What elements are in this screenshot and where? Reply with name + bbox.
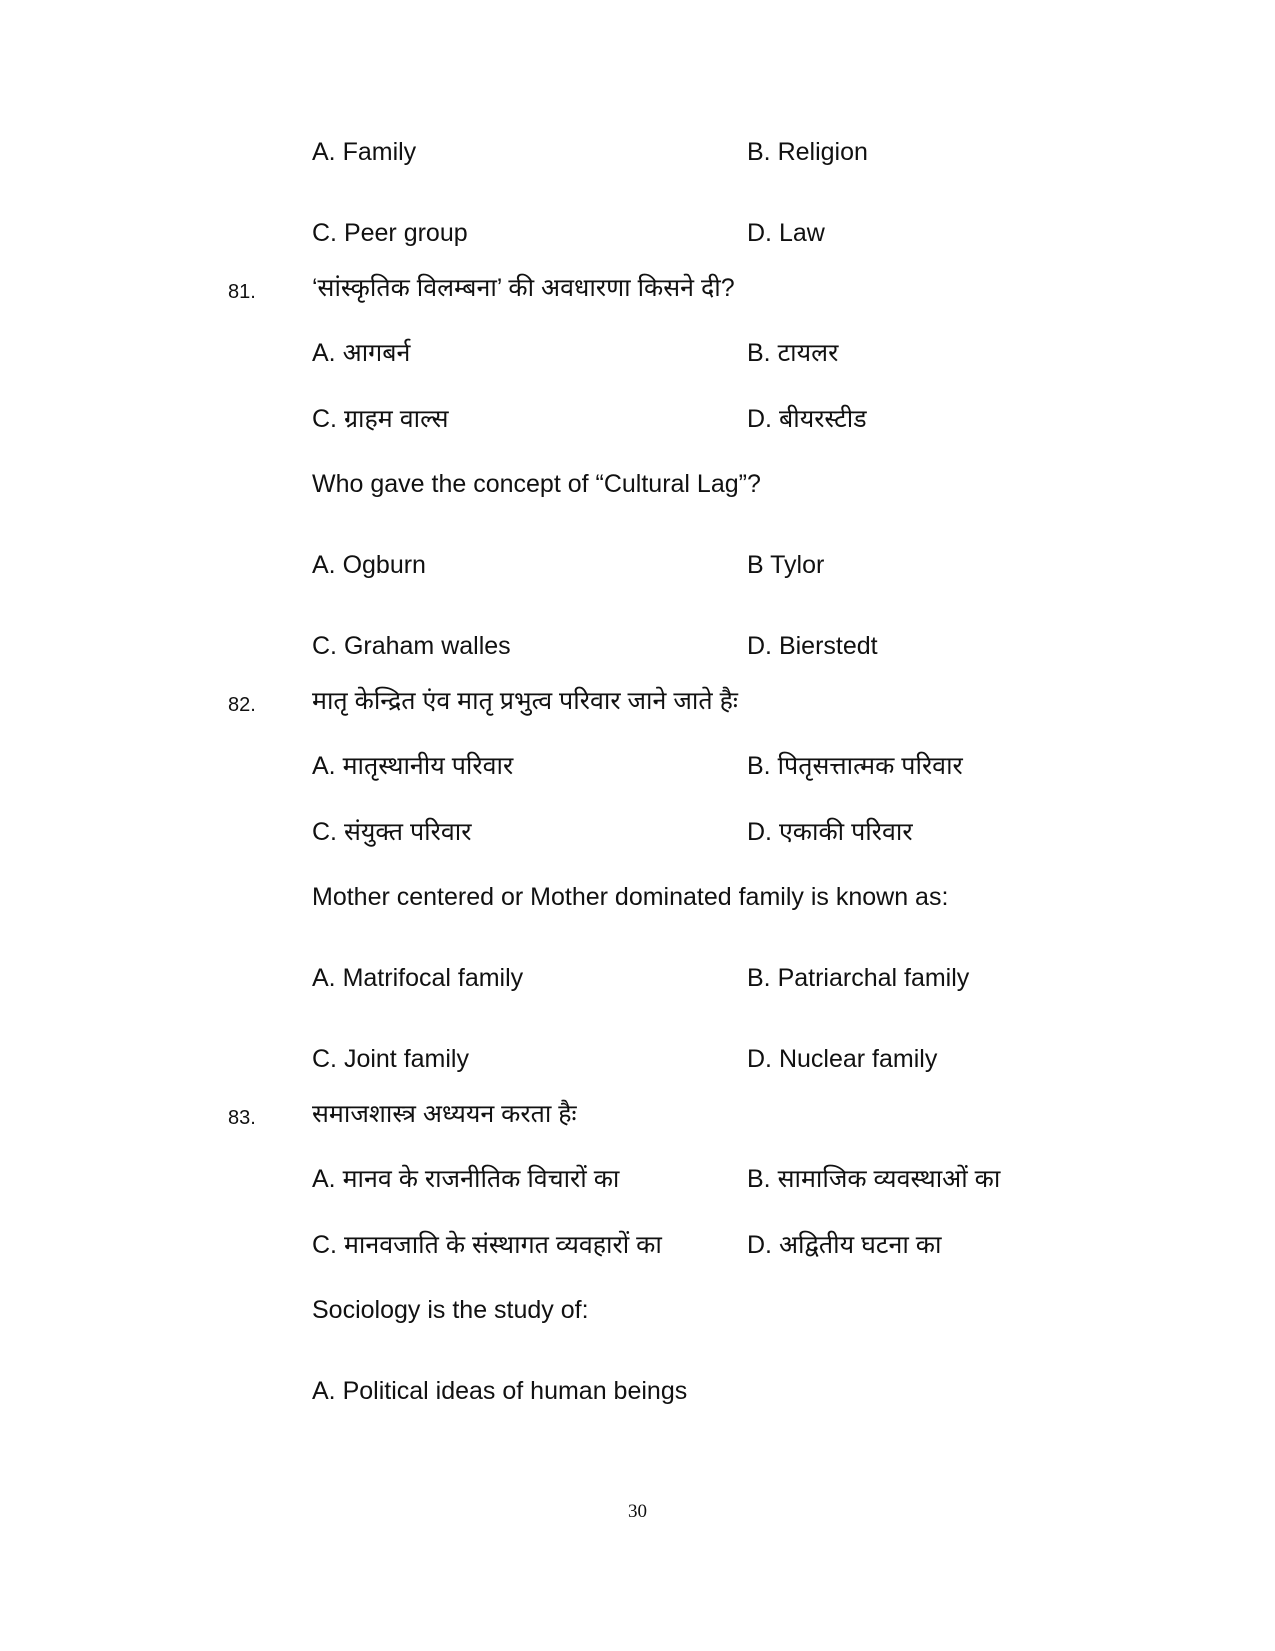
q81-hi-option-a: A. आगबर्न — [312, 339, 411, 367]
q81-en-option-c: C. Graham walles — [312, 632, 511, 660]
q82-en-option-c: C. Joint family — [312, 1045, 469, 1073]
q83-hi-option-a: A. मानव के राजनीतिक विचारों का — [312, 1165, 620, 1193]
q82-hi-option-b: B. पितृसत्तात्मक परिवार — [747, 752, 963, 780]
q81-en-option-b: B Tylor — [747, 551, 825, 579]
q83-hi-option-b: B. सामाजिक व्यवस्थाओं का — [747, 1165, 1001, 1193]
prev-option-c: C. Peer group — [312, 219, 468, 247]
question-83-hindi: समाजशास्त्र अध्ययन करता हैः — [312, 1100, 577, 1128]
prev-option-d: D. Law — [747, 219, 825, 247]
q82-en-option-d: D. Nuclear family — [747, 1045, 938, 1073]
question-82-hindi: मातृ केन्द्रित एंव मातृ प्रभुत्व परिवार जाने जाते हैः — [312, 687, 738, 715]
q83-en-option-a: A. Political ideas of human beings — [312, 1377, 688, 1405]
prev-option-b: B. Religion — [747, 138, 868, 166]
q83-hi-option-d: D. अद्वितीय घटना का — [747, 1231, 942, 1259]
q81-hi-option-d: D. बीयरस्टीड — [747, 405, 867, 433]
question-number-83: 83. — [228, 1107, 256, 1129]
q82-en-option-a: A. Matrifocal family — [312, 964, 524, 992]
question-number-82: 82. — [228, 694, 256, 716]
q83-hi-option-c: C. मानवजाति के संस्थागत व्यवहारों का — [312, 1231, 662, 1259]
prev-option-a: A. Family — [312, 138, 417, 166]
q81-hi-option-b: B. टायलर — [747, 339, 839, 367]
q82-hi-option-d: D. एकाकी परिवार — [747, 818, 913, 846]
q81-hi-option-c: C. ग्राहम वाल्स — [312, 405, 449, 433]
question-82-english: Mother centered or Mother dominated family is known as: — [312, 883, 949, 911]
question-81-hindi: ‘सांस्कृतिक विलम्बना’ की अवधारणा किसने दी? — [312, 274, 735, 302]
q82-hi-option-a: A. मातृस्थानीय परिवार — [312, 752, 514, 780]
question-number-81: 81. — [228, 281, 256, 303]
question-83-english: Sociology is the study of: — [312, 1296, 589, 1324]
q82-en-option-b: B. Patriarchal family — [747, 964, 970, 992]
q81-en-option-a: A. Ogburn — [312, 551, 426, 579]
page-number: 30 — [628, 1501, 647, 1522]
question-81-english: Who gave the concept of “Cultural Lag”? — [312, 470, 761, 498]
q81-en-option-d: D. Bierstedt — [747, 632, 878, 660]
q82-hi-option-c: C. संयुक्त परिवार — [312, 818, 472, 846]
